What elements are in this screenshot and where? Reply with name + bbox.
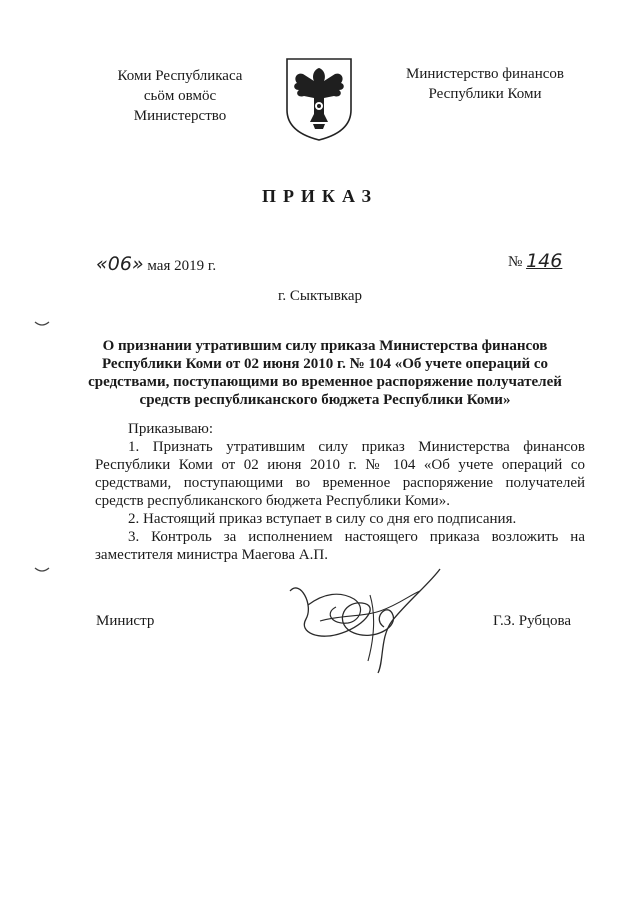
- date-day: 06: [107, 253, 132, 275]
- item-3-line: 3. Контроль за исполнением настоящего приказа возложить на: [128, 529, 585, 545]
- signer-name: Г.З. Рубцова: [493, 613, 572, 629]
- order-body: [95, 420, 585, 564]
- order-subject: [80, 337, 570, 409]
- header-left-line: Министерство: [133, 108, 227, 124]
- order-date: [96, 253, 216, 275]
- subject-line: Республики Коми от 02 июня 2010 г. № 104 «Об учете операций со: [101, 356, 549, 372]
- item-1-line: средств республиканского бюджета Республики Коми».: [95, 493, 450, 509]
- header-left-line: Коми Республикаса: [117, 68, 243, 84]
- document-title: ПРИКАЗ: [261, 186, 379, 206]
- handwritten-signature: [280, 565, 450, 675]
- subject-line: средствами, поступающими во временное распоряжение получателей: [88, 374, 562, 390]
- punch-mark: [34, 320, 50, 328]
- coat-of-arms-icon: [283, 56, 355, 142]
- order-number: [508, 249, 562, 271]
- order-intro: Приказываю:: [128, 421, 213, 437]
- header-right-line: Республики Коми: [428, 86, 542, 102]
- header-right-line: Министерство финансов: [406, 66, 564, 82]
- city: г. Сыктывкар: [277, 288, 363, 304]
- item-1-line: 1. Признать утратившим силу приказ Министерства финансов: [128, 439, 585, 455]
- item-3-line: заместителя министра Маегова А.П.: [95, 547, 328, 563]
- header-left-block: [95, 66, 265, 126]
- number-label: №: [508, 254, 523, 270]
- punch-mark: [34, 566, 50, 574]
- header-left-line: сьӧм овмӧс: [143, 88, 217, 104]
- subject-line: О признании утратившим силу приказа Министерства финансов: [102, 338, 548, 354]
- signer-title: Министр: [96, 613, 155, 629]
- item-1-line: средствами, поступающими во временное распоряжение получателей: [95, 475, 585, 491]
- number-value: 146: [526, 250, 563, 272]
- date-month-year: мая 2019 г.: [147, 258, 217, 274]
- item-2: 2. Настоящий приказ вступает в силу со дня его подписания.: [128, 511, 517, 527]
- subject-line: средств республиканского бюджета Республики Коми»: [139, 392, 511, 408]
- date-open-quote: «: [96, 253, 108, 275]
- date-close-quote: »: [131, 253, 144, 275]
- item-1-line: Республики Коми от 02 июня 2010 г. № 104 «Об учете операций со: [95, 457, 585, 473]
- header-right-block: [390, 64, 580, 104]
